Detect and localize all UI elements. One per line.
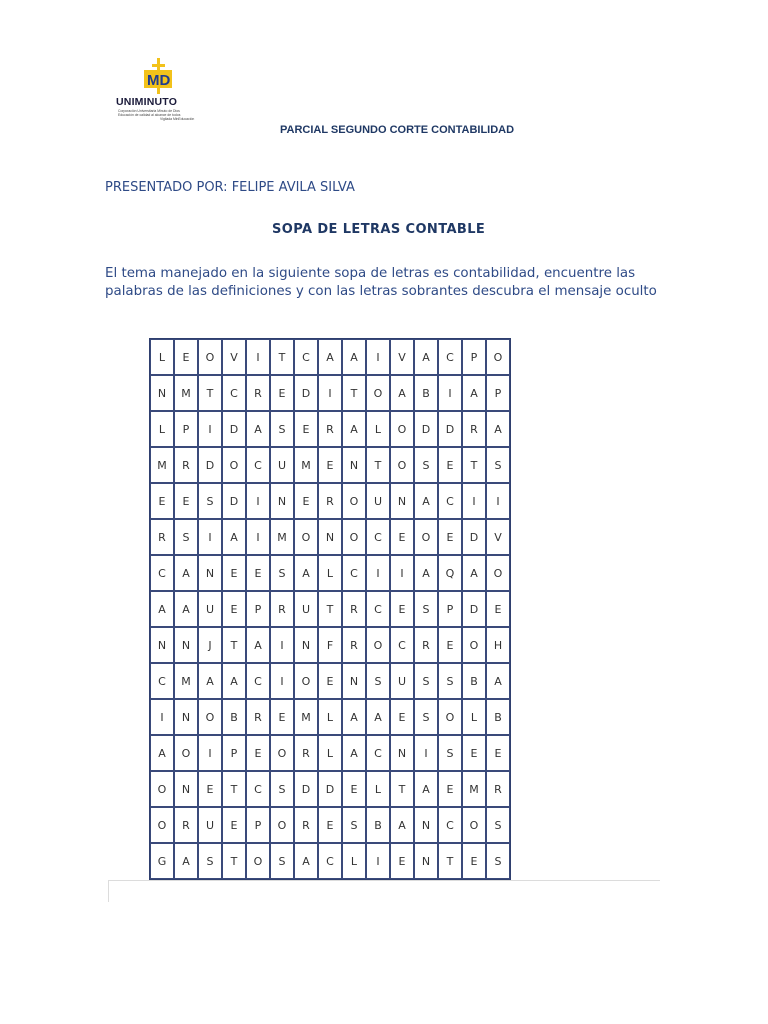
grid-cell: L	[318, 699, 342, 735]
grid-cell: A	[150, 735, 174, 771]
grid-cell: O	[294, 519, 318, 555]
logo-monogram-text: MD	[147, 72, 171, 89]
grid-cell: H	[486, 627, 510, 663]
document-title: PARCIAL SEGUNDO CORTE CONTABILIDAD	[280, 124, 515, 136]
grid-cell: T	[198, 375, 222, 411]
grid-cell: S	[486, 447, 510, 483]
grid-cell: I	[150, 699, 174, 735]
grid-cell: N	[318, 519, 342, 555]
grid-cell: R	[342, 627, 366, 663]
grid-cell: T	[222, 627, 246, 663]
grid-cell: O	[366, 375, 390, 411]
grid-cell: E	[438, 771, 462, 807]
grid-row	[150, 411, 510, 447]
grid-cell: M	[150, 447, 174, 483]
grid-cell: I	[462, 483, 486, 519]
grid-cell: L	[150, 411, 174, 447]
grid-cell: C	[246, 447, 270, 483]
grid-cell: T	[438, 843, 462, 879]
page-frame-line	[108, 880, 660, 881]
intro-paragraph: El tema manejado en la siguiente sopa de letras es contabilidad, encuentre las palabras de las definiciones y con las letras sobrantes descubra el mensaje oculto	[105, 266, 657, 299]
grid-cell: E	[390, 699, 414, 735]
grid-cell: C	[390, 627, 414, 663]
grid-cell: Q	[438, 555, 462, 591]
grid-row	[150, 555, 510, 591]
grid-cell: E	[486, 591, 510, 627]
grid-cell: E	[438, 627, 462, 663]
grid-cell: A	[342, 339, 366, 375]
grid-cell: E	[222, 807, 246, 843]
grid-cell: C	[246, 771, 270, 807]
grid-cell: S	[198, 843, 222, 879]
grid-cell: R	[150, 519, 174, 555]
grid-cell: A	[198, 663, 222, 699]
grid-cell: T	[318, 591, 342, 627]
grid-cell: N	[294, 627, 318, 663]
grid-cell: P	[438, 591, 462, 627]
grid-cell: O	[294, 663, 318, 699]
grid-row	[150, 519, 510, 555]
grid-cell: E	[174, 483, 198, 519]
grid-cell: D	[438, 411, 462, 447]
grid-cell: E	[174, 339, 198, 375]
grid-row	[150, 807, 510, 843]
grid-cell: L	[150, 339, 174, 375]
grid-cell: I	[318, 375, 342, 411]
grid-cell: E	[198, 771, 222, 807]
presented-by: PRESENTADO POR: FELIPE AVILA SILVA	[105, 180, 355, 195]
grid-cell: R	[486, 771, 510, 807]
grid-cell: D	[462, 591, 486, 627]
grid-cell: R	[246, 375, 270, 411]
grid-cell: A	[342, 699, 366, 735]
grid-cell: E	[438, 519, 462, 555]
grid-cell: D	[318, 771, 342, 807]
grid-cell: C	[366, 591, 390, 627]
grid-cell: P	[246, 591, 270, 627]
grid-cell: A	[342, 735, 366, 771]
grid-cell: S	[438, 735, 462, 771]
grid-cell: A	[390, 375, 414, 411]
grid-cell: A	[294, 843, 318, 879]
grid-cell: O	[150, 807, 174, 843]
grid-row	[150, 627, 510, 663]
grid-cell: I	[390, 555, 414, 591]
grid-row	[150, 771, 510, 807]
grid-cell: A	[462, 375, 486, 411]
grid-cell: I	[246, 519, 270, 555]
grid-cell: T	[342, 375, 366, 411]
grid-cell: M	[462, 771, 486, 807]
logo-subtitle-line: Vigilada MinEducación	[160, 117, 195, 121]
grid-cell: E	[246, 735, 270, 771]
grid-cell: A	[414, 555, 438, 591]
grid-cell: T	[222, 771, 246, 807]
grid-cell: S	[486, 843, 510, 879]
grid-cell: S	[414, 663, 438, 699]
grid-cell: R	[246, 699, 270, 735]
grid-cell: A	[486, 663, 510, 699]
grid-cell: O	[390, 447, 414, 483]
grid-cell: R	[462, 411, 486, 447]
grid-cell: O	[462, 807, 486, 843]
grid-cell: O	[486, 339, 510, 375]
grid-cell: L	[366, 411, 390, 447]
grid-cell: B	[486, 699, 510, 735]
grid-cell: N	[150, 375, 174, 411]
grid-cell: A	[294, 555, 318, 591]
grid-cell: T	[270, 339, 294, 375]
grid-cell: N	[198, 555, 222, 591]
grid-cell: R	[174, 807, 198, 843]
grid-cell: L	[318, 735, 342, 771]
grid-cell: C	[438, 807, 462, 843]
page-frame-line	[108, 880, 109, 902]
grid-cell: E	[462, 843, 486, 879]
grid-cell: I	[270, 627, 294, 663]
grid-cell: O	[222, 447, 246, 483]
grid-cell: C	[294, 339, 318, 375]
grid-cell: S	[486, 807, 510, 843]
grid-cell: O	[198, 339, 222, 375]
grid-cell: N	[150, 627, 174, 663]
grid-cell: T	[462, 447, 486, 483]
grid-cell: V	[486, 519, 510, 555]
grid-cell: L	[366, 771, 390, 807]
grid-cell: I	[366, 555, 390, 591]
grid-cell: O	[390, 411, 414, 447]
grid-row	[150, 699, 510, 735]
grid-cell: S	[270, 555, 294, 591]
grid-cell: E	[462, 735, 486, 771]
grid-cell: V	[222, 339, 246, 375]
grid-cell: D	[198, 447, 222, 483]
grid-cell: S	[366, 663, 390, 699]
grid-cell: T	[366, 447, 390, 483]
logo-subtitle-line: Educación de calidad al alcance de todos	[118, 113, 181, 117]
grid-row	[150, 735, 510, 771]
grid-cell: S	[198, 483, 222, 519]
grid-cell: E	[318, 663, 342, 699]
grid-row	[150, 339, 510, 375]
grid-cell: I	[486, 483, 510, 519]
grid-cell: O	[270, 807, 294, 843]
grid-cell: M	[174, 663, 198, 699]
grid-cell: P	[486, 375, 510, 411]
grid-cell: L	[318, 555, 342, 591]
grid-cell: B	[462, 663, 486, 699]
grid-cell: R	[294, 735, 318, 771]
grid-cell: O	[438, 699, 462, 735]
grid-cell: C	[342, 555, 366, 591]
grid-cell: A	[174, 555, 198, 591]
grid-cell: E	[294, 483, 318, 519]
grid-cell: D	[294, 375, 318, 411]
grid-cell: A	[414, 771, 438, 807]
grid-cell: S	[342, 807, 366, 843]
md-monogram-icon	[112, 56, 204, 100]
grid-cell: S	[270, 411, 294, 447]
grid-cell: E	[486, 735, 510, 771]
grid-cell: O	[462, 627, 486, 663]
grid-cell: A	[222, 519, 246, 555]
grid-cell: O	[486, 555, 510, 591]
grid-cell: I	[270, 663, 294, 699]
grid-cell: A	[414, 483, 438, 519]
grid-cell: S	[270, 771, 294, 807]
grid-cell: R	[414, 627, 438, 663]
grid-cell: N	[414, 807, 438, 843]
grid-cell: L	[342, 843, 366, 879]
grid-cell: U	[390, 663, 414, 699]
grid-cell: B	[414, 375, 438, 411]
grid-cell: A	[174, 843, 198, 879]
grid-cell: E	[246, 555, 270, 591]
grid-cell: E	[222, 555, 246, 591]
grid-cell: E	[222, 591, 246, 627]
grid-cell: C	[150, 663, 174, 699]
grid-cell: E	[390, 591, 414, 627]
grid-cell: B	[366, 807, 390, 843]
grid-cell: S	[270, 843, 294, 879]
grid-cell: T	[390, 771, 414, 807]
grid-cell: O	[366, 627, 390, 663]
grid-cell: O	[246, 843, 270, 879]
grid-row	[150, 483, 510, 519]
grid-cell: I	[366, 843, 390, 879]
grid-cell: I	[246, 339, 270, 375]
grid-cell: A	[174, 591, 198, 627]
logo-subtitle-line: Corporación Universitaria Minuto de Dios	[118, 109, 180, 113]
grid-cell: A	[414, 339, 438, 375]
grid-cell: U	[198, 591, 222, 627]
grid-cell: C	[150, 555, 174, 591]
grid-cell: R	[342, 591, 366, 627]
grid-cell: M	[270, 519, 294, 555]
grid-cell: N	[342, 447, 366, 483]
grid-cell: A	[246, 411, 270, 447]
grid-cell: O	[414, 519, 438, 555]
grid-cell: D	[222, 411, 246, 447]
grid-cell: G	[150, 843, 174, 879]
grid-cell: A	[462, 555, 486, 591]
grid-cell: A	[390, 807, 414, 843]
grid-cell: E	[270, 375, 294, 411]
grid-row	[150, 663, 510, 699]
grid-cell: S	[414, 699, 438, 735]
grid-cell: O	[150, 771, 174, 807]
grid-cell: R	[270, 591, 294, 627]
grid-cell: E	[438, 447, 462, 483]
grid-cell: A	[150, 591, 174, 627]
grid-cell: N	[414, 843, 438, 879]
grid-cell: I	[438, 375, 462, 411]
grid-cell: C	[438, 483, 462, 519]
section-title: SOPA DE LETRAS CONTABLE	[272, 222, 486, 237]
grid-cell: I	[366, 339, 390, 375]
grid-cell: N	[174, 771, 198, 807]
grid-cell: C	[366, 519, 390, 555]
grid-cell: I	[198, 411, 222, 447]
grid-cell: E	[390, 519, 414, 555]
grid-cell: E	[270, 699, 294, 735]
grid-cell: U	[270, 447, 294, 483]
grid-cell: B	[222, 699, 246, 735]
grid-cell: S	[174, 519, 198, 555]
grid-row	[150, 447, 510, 483]
grid-cell: F	[318, 627, 342, 663]
grid-cell: E	[390, 843, 414, 879]
grid-cell: P	[222, 735, 246, 771]
grid-cell: N	[174, 699, 198, 735]
grid-cell: A	[486, 411, 510, 447]
grid-cell: L	[462, 699, 486, 735]
grid-cell: N	[174, 627, 198, 663]
grid-cell: A	[222, 663, 246, 699]
grid-cell: M	[294, 699, 318, 735]
grid-cell: C	[222, 375, 246, 411]
grid-cell: R	[318, 483, 342, 519]
grid-cell: I	[198, 519, 222, 555]
grid-cell: D	[222, 483, 246, 519]
grid-row	[150, 591, 510, 627]
grid-cell: N	[342, 663, 366, 699]
grid-cell: N	[390, 735, 414, 771]
logo-name: UNIMINUTO	[116, 96, 178, 108]
grid-row	[150, 375, 510, 411]
grid-cell: D	[462, 519, 486, 555]
grid-cell: C	[366, 735, 390, 771]
grid-cell: I	[198, 735, 222, 771]
grid-cell: P	[246, 807, 270, 843]
grid-cell: S	[414, 447, 438, 483]
grid-cell: E	[150, 483, 174, 519]
grid-cell: T	[222, 843, 246, 879]
grid-cell: M	[174, 375, 198, 411]
grid-cell: U	[294, 591, 318, 627]
grid-cell: R	[294, 807, 318, 843]
grid-cell: O	[198, 699, 222, 735]
grid-cell: P	[174, 411, 198, 447]
grid-cell: P	[462, 339, 486, 375]
grid-cell: O	[174, 735, 198, 771]
grid-cell: E	[294, 411, 318, 447]
grid-cell: A	[342, 411, 366, 447]
grid-cell: D	[294, 771, 318, 807]
grid-cell: O	[342, 483, 366, 519]
grid-cell: N	[390, 483, 414, 519]
grid-cell: J	[198, 627, 222, 663]
grid-cell: U	[198, 807, 222, 843]
grid-cell: A	[246, 627, 270, 663]
grid-cell: D	[414, 411, 438, 447]
grid-cell: R	[174, 447, 198, 483]
grid-cell: I	[246, 483, 270, 519]
grid-cell: C	[246, 663, 270, 699]
grid-cell: N	[270, 483, 294, 519]
grid-cell: E	[318, 447, 342, 483]
grid-cell: E	[318, 807, 342, 843]
grid-cell: I	[414, 735, 438, 771]
grid-cell: O	[270, 735, 294, 771]
grid-cell: O	[342, 519, 366, 555]
grid-cell: C	[438, 339, 462, 375]
grid-cell: S	[414, 591, 438, 627]
grid-cell: A	[366, 699, 390, 735]
grid-cell: C	[318, 843, 342, 879]
grid-cell: M	[294, 447, 318, 483]
uniminuto-logo	[112, 56, 204, 122]
grid-cell: R	[318, 411, 342, 447]
grid-cell: E	[342, 771, 366, 807]
grid-cell: A	[318, 339, 342, 375]
word-search-grid	[149, 338, 511, 880]
grid-cell: V	[390, 339, 414, 375]
grid-row	[150, 843, 510, 879]
grid-cell: U	[366, 483, 390, 519]
grid-cell: S	[438, 663, 462, 699]
